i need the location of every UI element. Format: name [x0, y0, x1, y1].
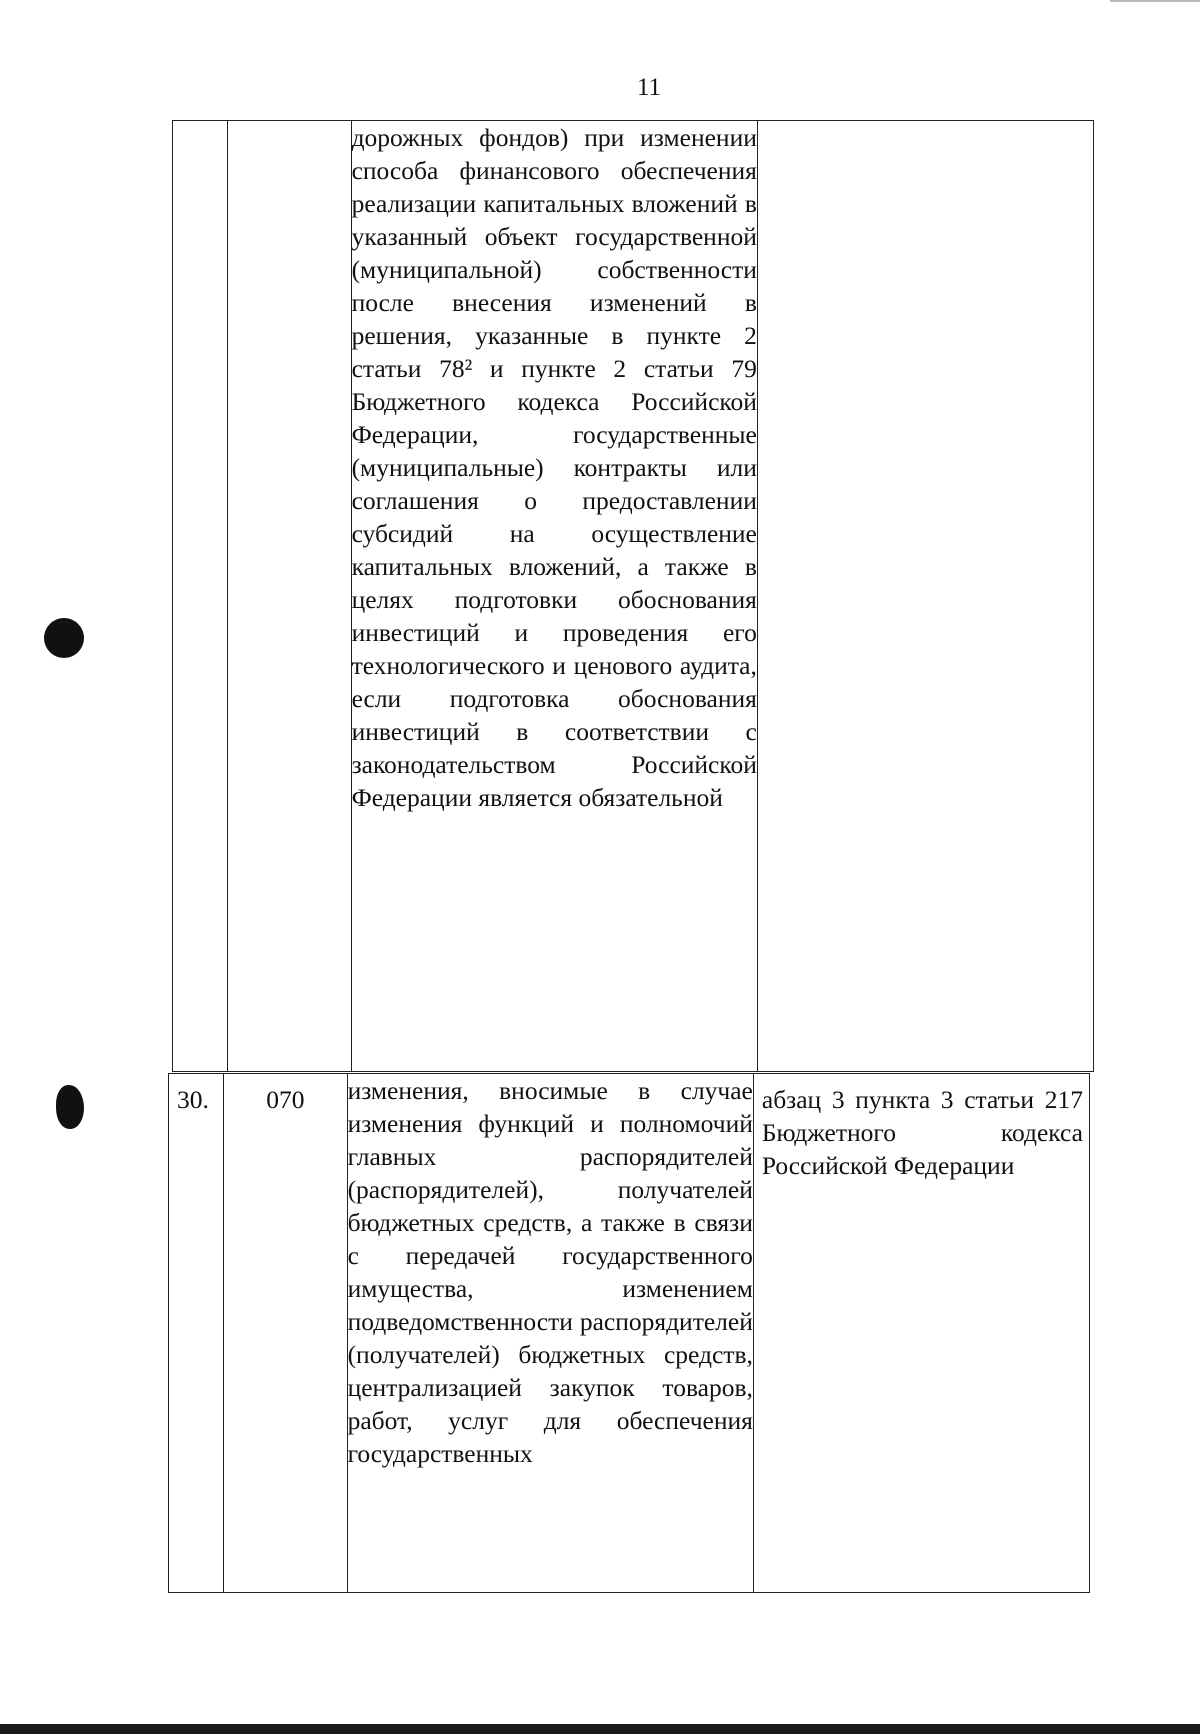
description-text: дорожных фондов) при изменении способа финансового обеспечения реализации капитальных вложений в указанный объект государственной (муниципальной) собственности после внесения изменений в решения, указанные в пункте 2 статьи 78² и пункте 2 статьи 79 Бюджетного кодекса Российской Федерации, государственные (муниципальные) контракты или соглашения о предоставлении субсидий на осуществление капитальных вложений, а также в целях подготовки обоснования инвестиций и проведения его технологического и ценового аудита, если подготовка обоснования инвестиций в соответствии с законодательством Российской Федерации является обязательной — [351, 123, 757, 812]
description-text: изменения, вносимые в случае изменения функций и полномочий главных распорядителей (распорядителей), получателей бюджетных средств, а также в связи с передачей государственного имущества, изменением подведомственности распорядителей (получателей) бюджетных средств, централизацией закупок товаров, работ, услуг для обеспечения государственных — [347, 1076, 753, 1468]
cell-code — [224, 1074, 347, 1593]
row-code: 070 — [266, 1085, 305, 1114]
punch-hole-mark — [44, 618, 84, 658]
cell-number — [173, 121, 228, 1072]
cell-reference — [753, 1074, 1089, 1593]
table-row-30 — [168, 1073, 1090, 1593]
table-row — [173, 121, 1094, 1072]
row-number: 30. — [177, 1085, 209, 1114]
punch-hole-mark — [56, 1085, 84, 1129]
scan-bottom-edge — [0, 1724, 1200, 1734]
cell-number — [169, 1074, 224, 1593]
cell-description — [347, 1074, 753, 1593]
table-row — [169, 1074, 1090, 1593]
page-number: 11 — [636, 74, 662, 101]
cell-code — [228, 121, 351, 1072]
reference-text: абзац 3 пункта 3 статьи 217 Бюджетного кодекса Российской Федерации — [761, 1085, 1083, 1180]
cell-reference — [757, 121, 1093, 1072]
table-continuation — [172, 120, 1094, 1072]
cell-description — [351, 121, 757, 1072]
scan-edge-line — [1110, 0, 1200, 2]
